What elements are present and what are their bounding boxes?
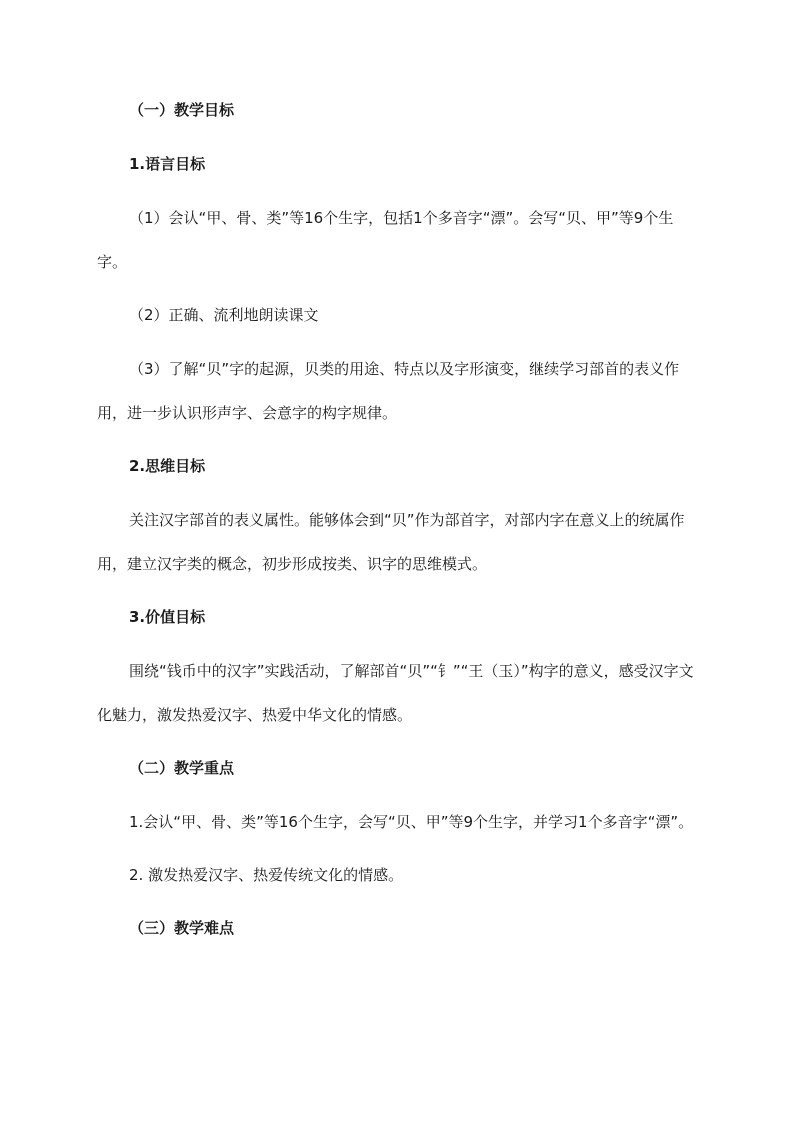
heading-language-objective: 1.语言目标 — [129, 155, 206, 173]
paragraph-language-2: （2）正确、流利地朗读课文 — [129, 306, 319, 324]
paragraph-language-1: （1）会认“甲、骨、类”等16个生字，包括1个多音字“漂”。会写“贝、甲”等9个生字。 — [97, 209, 674, 271]
heading-value-objective: 3.价值目标 — [129, 608, 206, 626]
paragraph-key-point-2: 2. 激发热爱汉字、热爱传统文化的情感。 — [129, 866, 404, 884]
heading-teaching-difficulties: （三）教学难点 — [129, 919, 235, 937]
document-content — [97, 99, 697, 940]
paragraph-value: 围绕“钱币中的汉字”实践活动，了解部首“贝”“钅”“王（玉）”构字的意义，感受汉字文化魅力，激发热爱汉字、热爱中华文化的情感。 — [97, 662, 694, 724]
paragraph-key-point-1: 1.会认“甲、骨、类”等16个生字，会写“贝、甲”等9个生字，并学习1个多音字“漂”。 — [129, 813, 694, 831]
paragraph-thinking: 关注汉字部首的表义属性。能够体会到“贝”作为部首字，对部内字在意义上的统属作用，建立汉字类的概念，初步形成按类、识字的思维模式。 — [97, 511, 685, 573]
paragraph-language-3: （3）了解“贝”字的起源，贝类的用途、特点以及字形演变，继续学习部首的表义作用，进一步认识形声字、会意字的构字规律。 — [97, 360, 680, 422]
heading-teaching-objectives: （一）教学目标 — [129, 101, 235, 119]
heading-teaching-key-points: （二）教学重点 — [129, 759, 235, 777]
heading-thinking-objective: 2.思维目标 — [129, 457, 206, 475]
